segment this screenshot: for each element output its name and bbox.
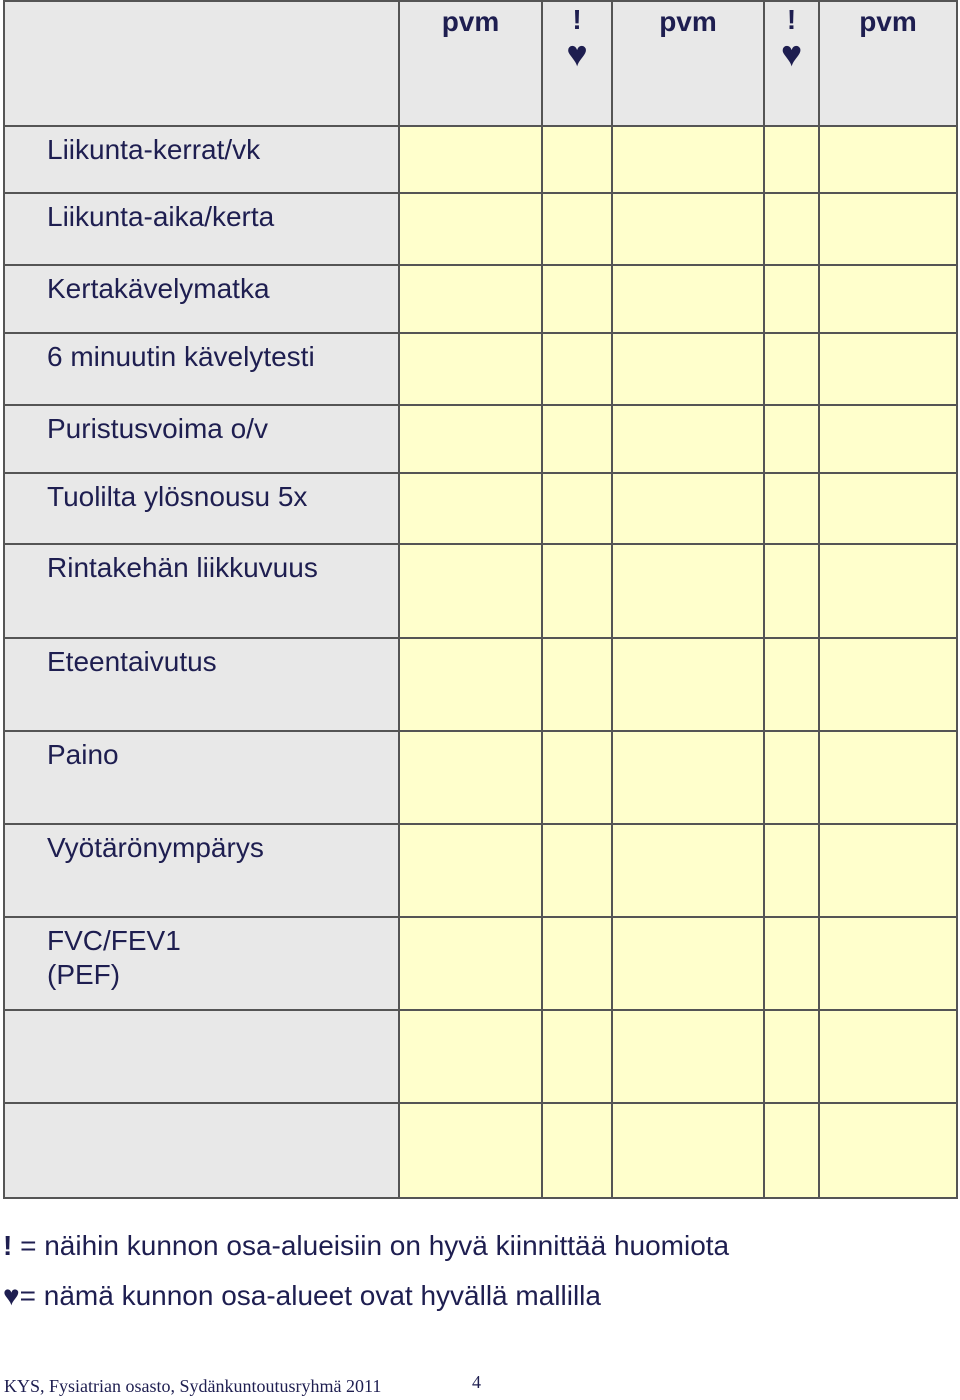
- table-row: [4, 544, 957, 638]
- input-cell[interactable]: [819, 333, 957, 405]
- table-row: [4, 193, 957, 265]
- input-cell[interactable]: [819, 917, 957, 1010]
- table-row: [4, 1010, 957, 1103]
- input-cell[interactable]: [819, 473, 957, 544]
- input-cell[interactable]: [819, 193, 957, 265]
- row-label: [4, 1103, 399, 1198]
- header-pvm-1: [399, 1, 542, 126]
- input-cell[interactable]: [399, 824, 542, 917]
- input-cell[interactable]: [542, 193, 612, 265]
- input-cell[interactable]: [612, 731, 764, 824]
- header-mark-2: [764, 1, 819, 126]
- input-cell[interactable]: [542, 265, 612, 333]
- row-label: [4, 1010, 399, 1103]
- input-cell[interactable]: [612, 824, 764, 917]
- input-cell[interactable]: [819, 405, 957, 473]
- page-number: 4: [472, 1372, 481, 1392]
- header-pvm-2: [612, 1, 764, 126]
- input-cell[interactable]: [764, 473, 819, 544]
- input-cell[interactable]: [612, 265, 764, 333]
- input-cell[interactable]: [764, 265, 819, 333]
- table-row: [4, 405, 957, 473]
- table-row: [4, 824, 957, 917]
- input-cell[interactable]: [764, 824, 819, 917]
- row-label: 6 minuutin kävelytesti: [4, 333, 399, 405]
- header-corner-cell: [4, 1, 399, 126]
- input-cell[interactable]: [764, 126, 819, 193]
- input-cell[interactable]: [399, 126, 542, 193]
- input-cell[interactable]: [542, 1010, 612, 1103]
- input-cell[interactable]: [612, 544, 764, 638]
- pvm-label: pvm: [441, 6, 500, 37]
- table-row: [4, 917, 957, 1010]
- input-cell[interactable]: [764, 333, 819, 405]
- input-cell[interactable]: [612, 638, 764, 731]
- input-cell[interactable]: [764, 193, 819, 265]
- legend-attention: [3, 1230, 729, 1262]
- legend-attention-text: = näihin kunnon osa-alueisiin on hyvä kiinnittää huomiota: [12, 1230, 730, 1261]
- input-cell[interactable]: [819, 265, 957, 333]
- input-cell[interactable]: [612, 126, 764, 193]
- input-cell[interactable]: [542, 333, 612, 405]
- table-row: [4, 265, 957, 333]
- input-cell[interactable]: [612, 405, 764, 473]
- input-cell[interactable]: [399, 1103, 542, 1198]
- table-row: [4, 126, 957, 193]
- input-cell[interactable]: [764, 731, 819, 824]
- input-cell[interactable]: [764, 405, 819, 473]
- input-cell[interactable]: [764, 544, 819, 638]
- input-cell[interactable]: [542, 473, 612, 544]
- input-cell[interactable]: [819, 824, 957, 917]
- table-row: [4, 638, 957, 731]
- legend-heart: [3, 1280, 601, 1312]
- input-cell[interactable]: [612, 333, 764, 405]
- row-label-line-2: (PEF): [47, 959, 121, 990]
- input-cell[interactable]: [764, 917, 819, 1010]
- header-row: [4, 1, 957, 126]
- input-cell[interactable]: [612, 1010, 764, 1103]
- row-label: Eteentaivutus: [4, 638, 399, 731]
- row-label: [4, 917, 399, 1010]
- row-label-line-1: FVC/FEV1: [47, 925, 181, 956]
- row-label: Rintakehän liikkuvuus: [4, 544, 399, 638]
- heart-icon: ♥: [3, 1280, 20, 1311]
- input-cell[interactable]: [819, 126, 957, 193]
- table-row: [4, 731, 957, 824]
- input-cell[interactable]: [542, 917, 612, 1010]
- input-cell[interactable]: [542, 1103, 612, 1198]
- pvm-label: pvm: [659, 6, 717, 37]
- input-cell[interactable]: [542, 126, 612, 193]
- input-cell[interactable]: [612, 1103, 764, 1198]
- input-cell[interactable]: [612, 917, 764, 1010]
- input-cell[interactable]: [819, 638, 957, 731]
- input-cell[interactable]: [399, 193, 542, 265]
- input-cell[interactable]: [399, 333, 542, 405]
- input-cell[interactable]: [819, 731, 957, 824]
- input-cell[interactable]: [819, 1010, 957, 1103]
- input-cell[interactable]: [612, 473, 764, 544]
- row-label: Vyötärönympärys: [4, 824, 399, 917]
- input-cell[interactable]: [399, 473, 542, 544]
- input-cell[interactable]: [399, 731, 542, 824]
- row-label: Tuolilta ylösnousu 5x: [4, 473, 399, 544]
- row-label: Kertakävelymatka: [4, 265, 399, 333]
- input-cell[interactable]: [399, 265, 542, 333]
- table-row: [4, 333, 957, 405]
- heart-icon: ♥: [566, 33, 588, 74]
- input-cell[interactable]: [399, 917, 542, 1010]
- attention-mark: !: [572, 4, 582, 35]
- input-cell[interactable]: [399, 1010, 542, 1103]
- heart-icon: ♥: [780, 33, 803, 74]
- input-cell[interactable]: [399, 405, 542, 473]
- table-row: [4, 1103, 957, 1198]
- input-cell[interactable]: [399, 544, 542, 638]
- input-cell[interactable]: [819, 544, 957, 638]
- input-cell[interactable]: [612, 193, 764, 265]
- attention-mark: !: [786, 4, 797, 35]
- input-cell[interactable]: [764, 1103, 819, 1198]
- row-label: Paino: [4, 731, 399, 824]
- input-cell[interactable]: [542, 731, 612, 824]
- header-pvm-3: [819, 1, 957, 126]
- row-label: Liikunta-aika/kerta: [4, 193, 399, 265]
- fitness-tracking-table: [3, 0, 958, 1199]
- input-cell[interactable]: [542, 405, 612, 473]
- input-cell[interactable]: [819, 1103, 957, 1198]
- row-label: Liikunta-kerrat/vk: [4, 126, 399, 193]
- input-cell[interactable]: [764, 1010, 819, 1103]
- pvm-label: pvm: [859, 6, 917, 37]
- table-row: [4, 473, 957, 544]
- input-cell[interactable]: [542, 824, 612, 917]
- row-label: Puristusvoima o/v: [4, 405, 399, 473]
- attention-mark: !: [3, 1230, 13, 1261]
- input-cell[interactable]: [542, 638, 612, 731]
- input-cell[interactable]: [542, 544, 612, 638]
- header-mark-1: [542, 1, 612, 126]
- input-cell[interactable]: [764, 638, 819, 731]
- footer-text: KYS, Fysiatrian osasto, Sydänkuntoutusryhmä 2011: [4, 1376, 382, 1396]
- legend-heart-text: = nämä kunnon osa-alueet ovat hyvällä mallilla: [19, 1280, 601, 1311]
- input-cell[interactable]: [399, 638, 542, 731]
